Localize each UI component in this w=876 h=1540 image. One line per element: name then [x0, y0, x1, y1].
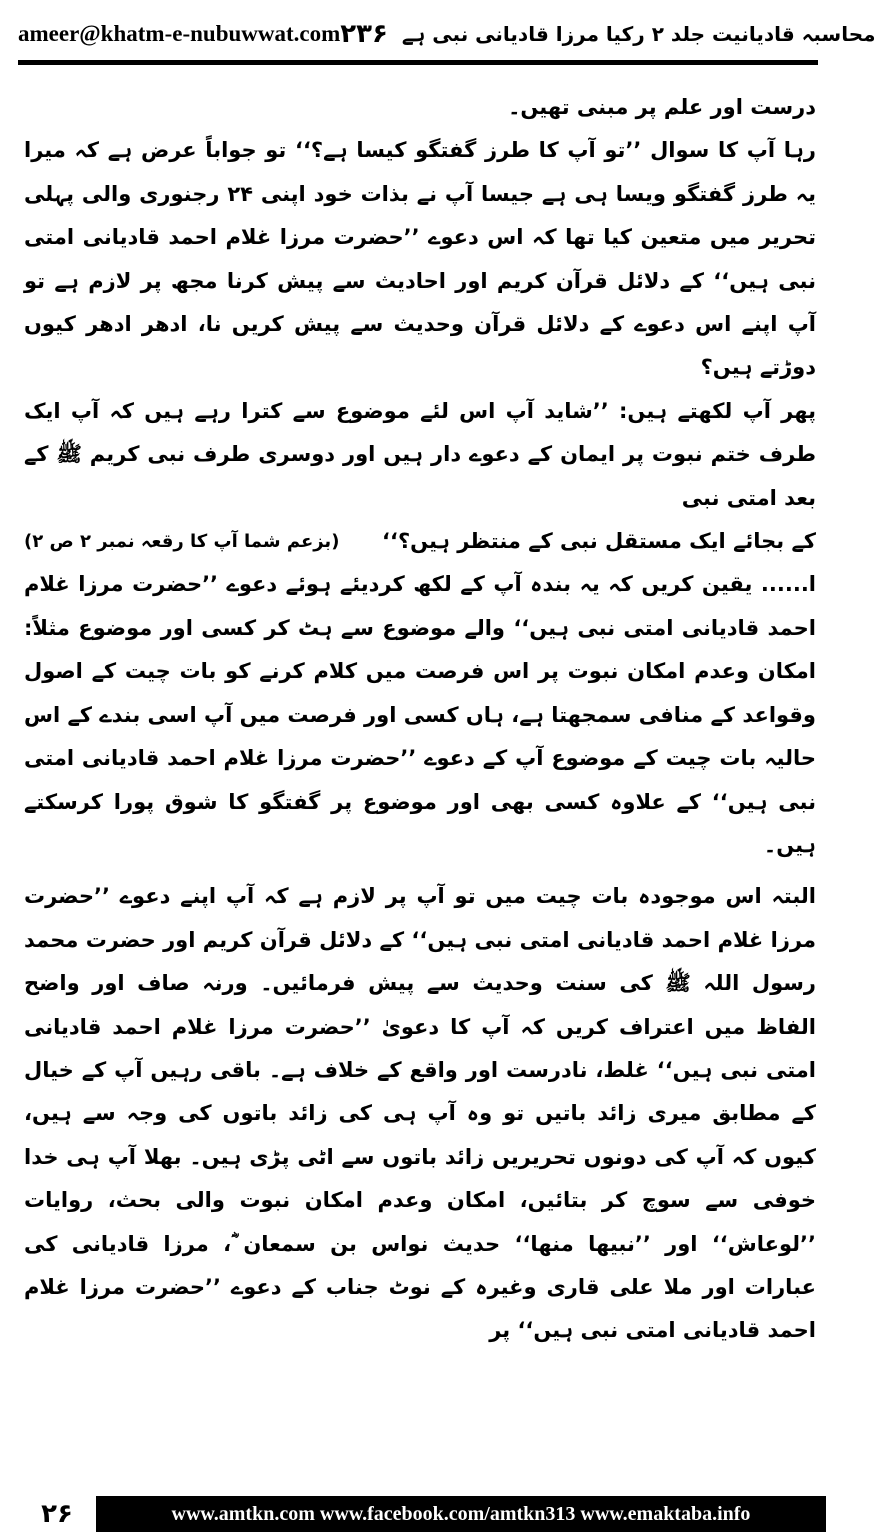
- paragraph-2: رہا آپ کا سوال ’’تو آپ کا طرز گفتگو کیسا ہے؟‘‘ تو جواباً عرض ہے کہ میرا یہ طرز گفتگو ویسا ہی ہے جیسا آپ نے بذات خود اپنی ۲۴ رجنوری والی پہلی تحریر میں متعین کیا تھا کہ اس دعوے ’’حضرت مرزا غلام احمد قادیانی امتی نبی ہیں‘‘ کے دلائل قرآن کریم اور احادیث سے پیش کرنا مجھ پر لازم ہے تو آپ اپنے اس دعوے کے دلائل قرآن وحدیث سے پیش کریں نا، ادھر ادھر کیوں دوڑتے ہیں؟: [24, 138, 817, 380]
- quote-reference-line: [24, 520, 816, 563]
- paragraph-3-end: کے بجائے ایک مستقل نبی کے منتظر ہیں؟‘‘: [382, 529, 816, 554]
- header-title: محاسبہ قادیانیت جلد ۲ رکیا مرزا قادیانی نبی ہے: [401, 22, 876, 46]
- header-email: ameer@khatm-e-nubuwwat.com: [18, 21, 341, 46]
- page-footer: [18, 1496, 826, 1532]
- paragraph-5: البتہ اس موجودہ بات چیت میں تو آپ پر لازم ہے کہ آپ اپنے دعوے ’’حضرت مرزا غلام احمد قادیانی امتی نبی ہیں‘‘ کے دلائل قرآن کریم اور حضرت محمد رسول اللہ ﷺ کی سنت وحدیث سے پیش فرمائیں۔ ورنہ صاف اور واضح الفاظ میں اعتراف کریں کہ آپ کا دعویٰ ’’حضرت مرزا غلام احمد قادیانی امتی نبی ہیں‘‘ غلط، نادرست اور واقع کے خلاف ہے۔ باقی رہیں آپ کے خیال کے مطابق میری زائد باتیں تو وہ آپ ہی کی زائد باتوں کی وجہ سے ہیں، کیوں کہ آپ کی دونوں تحریریں زائد باتوں سے اٹی پڑی ہیں۔ بھلا آپ ہی خدا خوفی سے سوچ کر بتائیں، امکان وعدم امکان نبوت والی بحث، روایات ’’لوعاش‘‘ اور ’’نبیھا منھا‘‘ حدیث نواس بن سمعان ؓ، مرزا قادیانی کی عبارات اور ملا علی قاری وغیرہ کے نوٹ جناب کے دعوے ’’حضرت مرزا غلام احمد قادیانی امتی نبی ہیں‘‘ پر: [24, 884, 816, 1343]
- paragraph-1: درست اور علم پر مبنی تھیں۔: [508, 95, 816, 119]
- page-header: [18, 14, 876, 54]
- footer-links: www.amtkn.com www.facebook.com/amtkn313 www.emaktaba.info: [96, 1496, 826, 1532]
- paragraph-4: ا...... یقین کریں کہ یہ بندہ آپ کے لکھ کردیئے ہوئے دعوے ’’حضرت مرزا غلام احمد قادیانی امتی نبی ہیں‘‘ والے موضوع سے ہٹ کر کسی اور موضوع مثلاً: امکان وعدم امکان نبوت پر اس فرصت میں کلام کرنے کو بات چیت کے اصول وقواعد کے منافی سمجھتا ہے، ہاں کسی اور فرصت میں آپ اسی بندے کے اس حالیہ بات چیت کے موضوع آپ کے دعوے ’’حضرت مرزا غلام احمد قادیانی امتی نبی ہیں‘‘ کے علاوہ کسی بھی اور موضوع پر گفتگو کا شوق پورا کرسکتے ہیں۔: [24, 572, 816, 857]
- paragraph-gap: [24, 867, 816, 875]
- page-body: [24, 86, 816, 1353]
- header-title-group: [340, 19, 875, 49]
- paragraph-3: پھر آپ لکھتے ہیں: ’’شاید آپ اس لئے موضوع سے کترا رہے ہیں کہ آپ ایک طرف ختم نبوت پر ایمان کے دعوے دار ہیں اور دوسری طرف نبی کریم ﷺ کے بعد امتی نبی: [24, 398, 816, 510]
- footer-page-number: ۲۶: [18, 1496, 96, 1532]
- header-page-number: ۲۳۶: [340, 19, 388, 49]
- header-divider: [18, 60, 818, 65]
- quote-reference: (بزعم شما آپ کا رقعہ نمبر ۲ ص ۲): [24, 531, 340, 553]
